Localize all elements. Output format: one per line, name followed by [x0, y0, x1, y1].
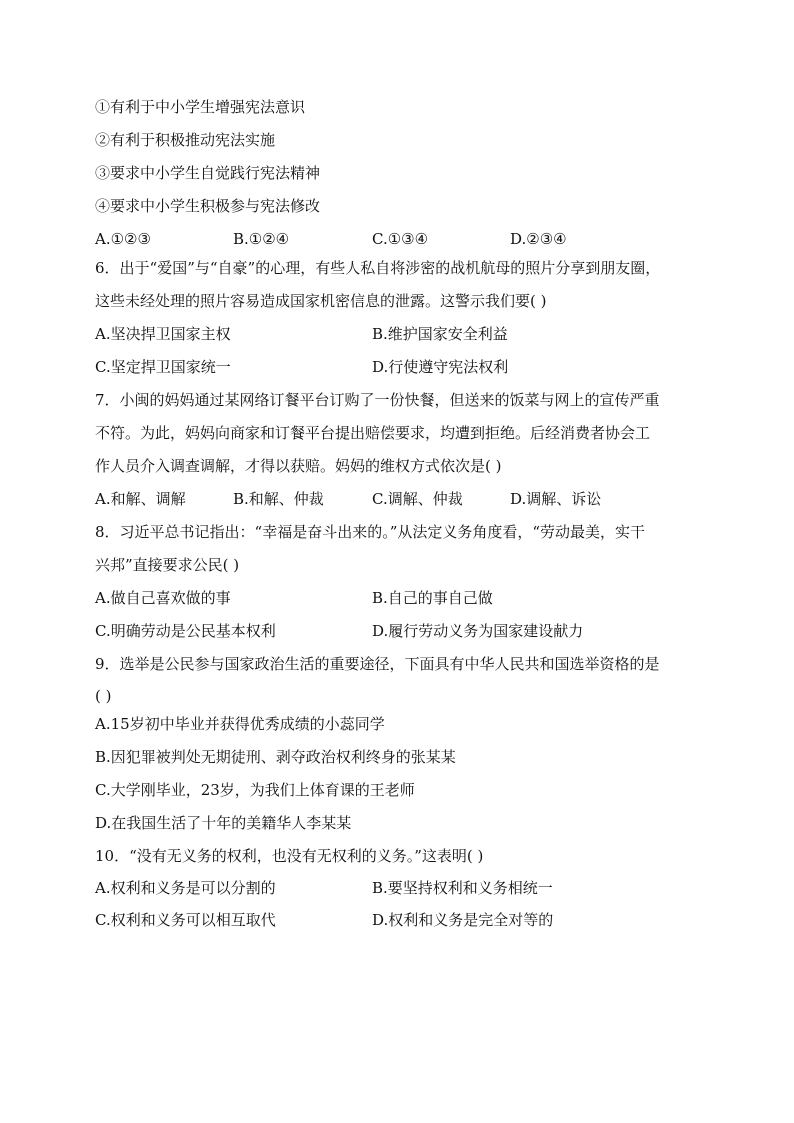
q8-option-d: D.履行劳动义务为国家建设献力	[372, 622, 584, 640]
q10-option-d: D.权利和义务是完全对等的	[372, 911, 554, 929]
statement-2: ②有利于积极推动宪法实施	[95, 131, 276, 149]
q6-option-c: C.坚定捍卫国家统一	[95, 358, 231, 376]
q8-stem-line-2: 兴邦”直接要求公民( )	[95, 556, 240, 574]
q9-stem-line-1: 9．选举是公民参与国家政治生活的重要途径，下面具有中华人民共和国选举资格的是	[95, 655, 660, 673]
q7-option-c: C.调解、仲裁	[372, 490, 463, 508]
q9-stem-line-2: ( )	[95, 687, 112, 705]
q7-option-a: A.和解、调解	[95, 490, 186, 508]
q9-option-a: A.15岁初中毕业并获得优秀成绩的小蕊同学	[95, 715, 385, 733]
q9-option-c: C.大学刚毕业，23岁，为我们上体育课的王老师	[95, 781, 415, 799]
statement-4: ④要求中小学生积极参与宪法修改	[95, 197, 321, 215]
q6-option-a: A.坚决捍卫国家主权	[95, 325, 231, 343]
q6-stem-line-1: 6．出于“爱国”与“自豪”的心理，有些人私自将涉密的战机航母的照片分享到朋友圈，	[95, 259, 661, 277]
q6-stem-line-2: 这些未经处理的照片容易造成国家机密信息的泄露。这警示我们要( )	[95, 292, 547, 310]
q7-option-b: B.和解、仲裁	[233, 490, 324, 508]
q7-option-d: D.调解、诉讼	[510, 490, 602, 508]
q8-option-c: C.明确劳动是公民基本权利	[95, 622, 276, 640]
q5-option-b: B.①②④	[233, 230, 290, 248]
q7-stem-line-3: 作人员介入调查调解，才得以获赔。妈妈的维权方式依次是( )	[95, 457, 502, 475]
q7-stem-line-2: 不符。为此，妈妈向商家和订餐平台提出赔偿要求，均遭到拒绝。后经消费者协会工	[95, 424, 651, 442]
statement-3: ③要求中小学生自觉践行宪法精神	[95, 164, 321, 182]
q9-option-b: B.因犯罪被判处无期徒刑、剥夺政治权利终身的张某某	[95, 748, 456, 766]
q8-stem-line-1: 8．习近平总书记指出：“幸福是奋斗出来的。”从法定义务角度看，“劳动最美，实干	[95, 523, 646, 541]
q10-stem: 10．“没有无义务的权利，也没有无权利的义务。”这表明( )	[95, 847, 484, 865]
q6-option-d: D.行使遵守宪法权利	[372, 358, 509, 376]
q5-option-d: D.②③④	[510, 230, 567, 248]
q9-option-d: D.在我国生活了十年的美籍华人李某某	[95, 814, 352, 832]
q8-option-a: A.做自己喜欢做的事	[95, 589, 231, 607]
q10-option-c: C.权利和义务可以相互取代	[95, 911, 276, 929]
q10-option-b: B.要坚持权利和义务相统一	[372, 879, 553, 897]
q8-option-b: B.自己的事自己做	[372, 589, 493, 607]
q5-option-c: C.①③④	[372, 230, 429, 248]
q7-stem-line-1: 7．小闽的妈妈通过某网络订餐平台订购了一份快餐，但送来的饭菜与网上的宣传严重	[95, 391, 660, 409]
statement-1: ①有利于中小学生增强宪法意识	[95, 98, 306, 116]
q5-option-a: A.①②③	[95, 230, 151, 248]
q10-option-a: A.权利和义务是可以分割的	[95, 879, 276, 897]
q6-option-b: B.维护国家安全利益	[372, 325, 508, 343]
